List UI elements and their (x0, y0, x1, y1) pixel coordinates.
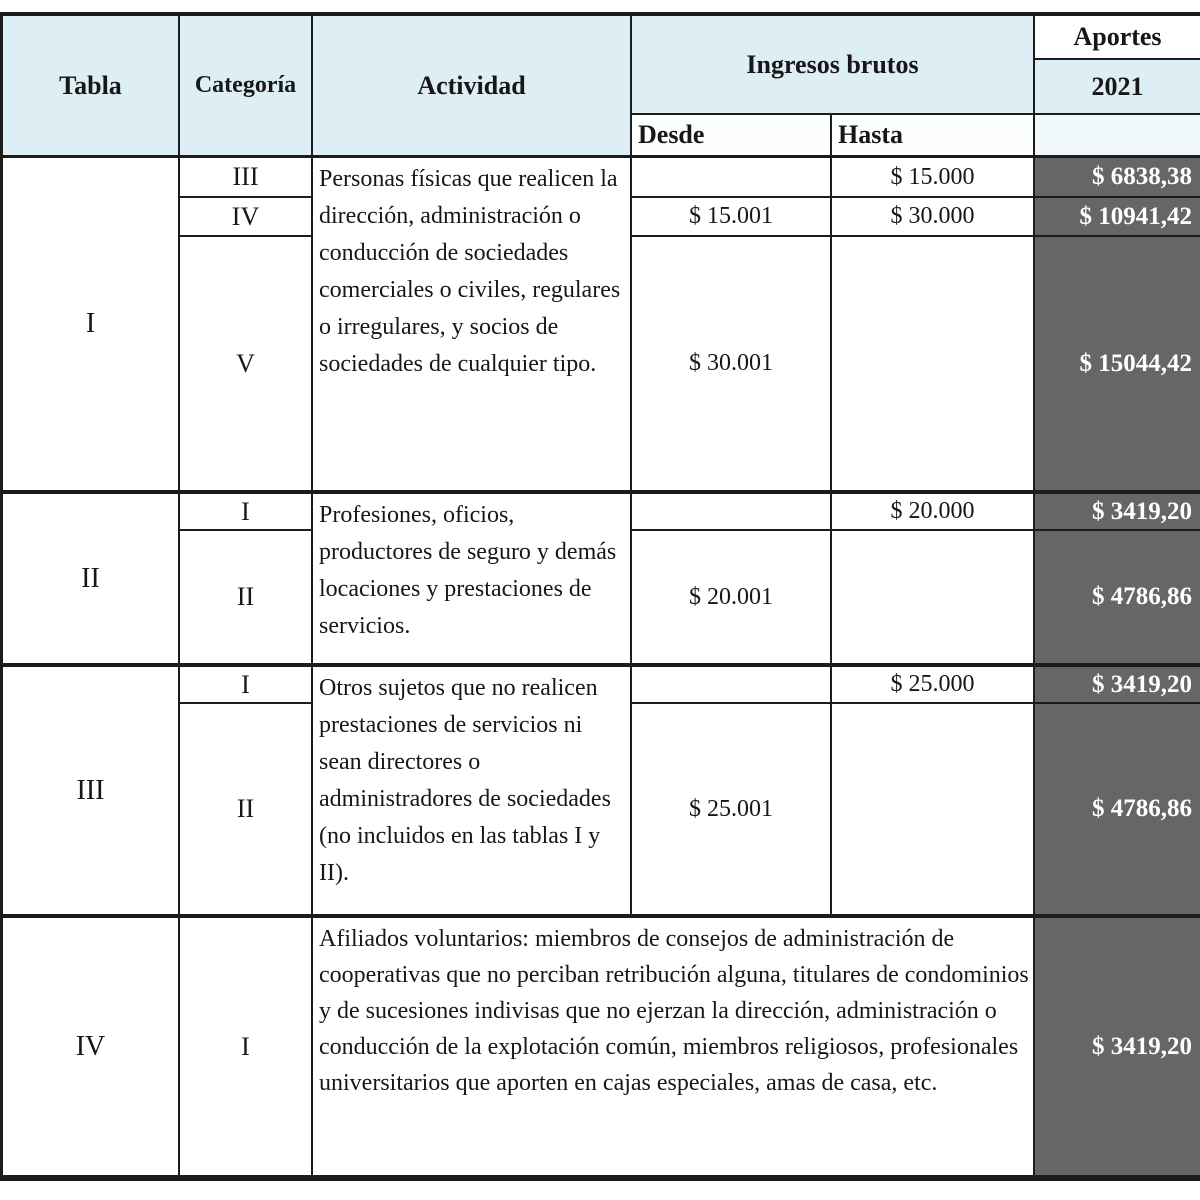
tabla-numeral: II (3, 494, 180, 667)
categoria-cell: I (180, 667, 313, 704)
aportes-table (0, 12, 1200, 1181)
hasta-cell (832, 704, 1035, 918)
aportes-cell: $ 6838,38 (1035, 158, 1200, 198)
desde-cell (632, 667, 832, 704)
tabla-numeral: III (3, 667, 180, 918)
hasta-cell: $ 30.000 (832, 198, 1035, 237)
categoria-cell: II (180, 704, 313, 918)
desde-cell: $ 15.001 (632, 198, 832, 237)
desde-cell: $ 20.001 (632, 531, 832, 667)
desde-cell (632, 158, 832, 198)
actividad-cell: Otros sujetos que no realicen prestaciones de servicios ni sean directores o administradores de sociedades (no incluidos en las tablas I y II). (313, 667, 632, 918)
categoria-cell: I (180, 494, 313, 531)
header-actividad: Actividad (313, 16, 632, 158)
header-hasta: Hasta (832, 115, 1035, 158)
categoria-cell: II (180, 531, 313, 667)
desde-cell (632, 494, 832, 531)
aportes-cell: $ 4786,86 (1035, 704, 1200, 918)
aportes-cell: $ 4786,86 (1035, 531, 1200, 667)
categoria-cell: III (180, 158, 313, 198)
actividad-cell: Profesiones, oficios, productores de seguro y demás locaciones y prestaciones de servicios. (313, 494, 632, 667)
categoria-cell: IV (180, 198, 313, 237)
hasta-cell (832, 237, 1035, 494)
categoria-cell: I (180, 918, 313, 1175)
hasta-cell: $ 20.000 (832, 494, 1035, 531)
header-aportes-spacer (1035, 115, 1200, 158)
aportes-cell: $ 10941,42 (1035, 198, 1200, 237)
hasta-cell (832, 531, 1035, 667)
aportes-cell: $ 3419,20 (1035, 667, 1200, 704)
actividad-cell: Personas físicas que realicen la dirección, administración o conducción de sociedades comerciales o civiles, regulares o irregulares, y socios de sociedades de cualquier tipo. (313, 158, 632, 494)
desde-cell: $ 30.001 (632, 237, 832, 494)
header-aportes-year: 2021 (1035, 60, 1200, 115)
header-desde: Desde (632, 115, 832, 158)
header-categoria: Categoría (180, 16, 313, 158)
aportes-cell: $ 15044,42 (1035, 237, 1200, 494)
aportes-cell: $ 3419,20 (1035, 918, 1200, 1175)
tabla-numeral: IV (3, 918, 180, 1175)
aportes-cell: $ 3419,20 (1035, 494, 1200, 531)
header-tabla: Tabla (3, 16, 180, 158)
hasta-cell: $ 25.000 (832, 667, 1035, 704)
tabla-numeral: I (3, 158, 180, 494)
actividad-cell-wide: Afiliados voluntarios: miembros de consejos de administración de cooperativas que no perciban retribución alguna, titulares de condominios y de sucesiones indivisas que no ejerzan la dirección, administración o conducción de la explotación común, miembros religiosos, profesionales universitarios que aporten en cajas especiales, amas de casa, etc. (313, 918, 1035, 1175)
header-aportes: Aportes (1035, 16, 1200, 60)
header-ingresos-brutos: Ingresos brutos (632, 16, 1035, 115)
categoria-cell: V (180, 237, 313, 494)
desde-cell: $ 25.001 (632, 704, 832, 918)
hasta-cell: $ 15.000 (832, 158, 1035, 198)
